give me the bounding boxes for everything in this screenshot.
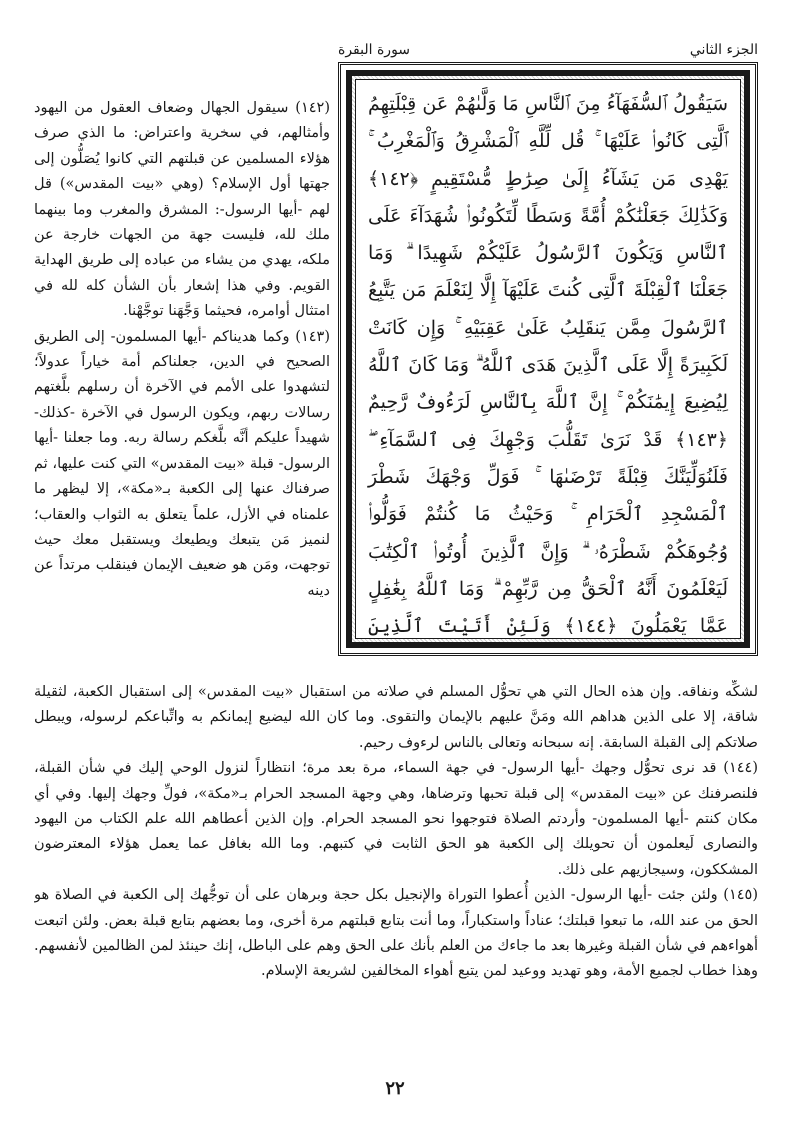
quran-text: سَيَقُولُ ٱلسُّفَهَآءُ مِنَ ٱلنَّاسِ مَا وَلَّىٰهُمْ عَن قِبْلَتِهِمُ ٱلَّتِى كَانُوا۟ عَلَيْهَا ۚ قُل لِّلَّهِ ٱلْمَشْرِقُ وَٱلْمَغْرِبُ ۚ يَهْدِى مَن يَشَآءُ إِلَىٰ صِرَٰطٍ مُّسْتَقِيمٍ ﴿١٤٢﴾ وَكَذَٰلِكَ جَعَلْنَٰكُمْ أُمَّةً وَسَطًا لِّتَكُونُوا۟ شُهَدَآءَ عَلَى ٱلنَّاسِ وَيَكُونَ ٱلرَّسُولُ عَلَيْكُمْ شَهِيدًا ۗ وَمَا جَعَلْنَا ٱلْقِبْلَةَ ٱلَّتِى كُنتَ عَلَيْهَآ إِلَّا لِنَعْلَمَ مَن يَتَّبِعُ ٱلرَّسُولَ مِمَّن يَنقَلِبُ عَلَىٰ عَقِبَيْهِ ۚ وَإِن كَانَتْ لَكَبِيرَةً إِلَّا عَلَى ٱلَّذِينَ هَدَى ٱللَّهُ ۗ وَمَا كَانَ ٱللَّهُ لِيُضِيعَ إِيمَٰنَكُمْ ۚ إِنَّ ٱللَّهَ بِٱلنَّاسِ لَرَءُوفٌ رَّحِيمٌ ﴿١٤٣﴾ قَدْ نَرَىٰ تَقَلُّبَ وَجْهِكَ فِى ٱلسَّمَآءِ ۖ فَلَنُوَلِّيَنَّكَ قِبْلَةً تَرْضَىٰهَا ۚ فَوَلِّ وَجْهَكَ شَطْرَ ٱلْمَسْجِدِ ٱلْحَرَامِ ۚ وَحَيْثُ مَا كُنتُمْ فَوَلُّوا۟ وُجُوهَكُمْ شَطْرَهُۥ ۗ وَإِنَّ ٱلَّذِينَ أُوتُوا۟ ٱلْكِتَٰبَ لَيَعْلَمُونَ أَنَّهُ ٱلْحَقُّ مِن رَّبِّهِمْ ۗ وَمَا ٱللَّهُ بِغَٰفِلٍ عَمَّا يَعْمَلُونَ ﴿١٤٤﴾ وَلَئِنْ أَتَيْتَ ٱلَّذِينَ: [355, 79, 741, 639]
tafsir-paragraph-143-continued: لشكِّه ونفاقه. وإن هذه الحال التي هي تحوُّل المسلم في صلاته من استقبال «بيت المقدس» إلى استقبال الكعبة، لثقيلة شاقة، إلا على الذين هداهم الله ومَنَّ عليهم بالإيمان والتقوى. وما كان الله ليضيع إيمانكم به واتِّباعكم لرسوله، ويبطل صلاتكم إلى القبلة السابقة. إنه سبحانه وتعالى بالناس لرءوف رحيم.: [34, 684, 758, 751]
page-number: ٢٢: [385, 1078, 405, 1099]
tafsir-full-width: [34, 680, 758, 1060]
page-header: [338, 38, 758, 62]
ornamental-border: [346, 70, 750, 648]
surah-label: سورة البقرة: [338, 42, 411, 58]
tafsir-paragraph-145: (١٤٥) ولئن جئت -أيها الرسول- الذين أُعطوا التوراة والإنجيل بكل حجة وبرهان على أن توجُّهك إلى الكعبة في الصلاة هو الحق من عند الله، ما تبعوا قبلتك؛ عناداً واستكباراً، وما أنت بتابع قبلتهم مرة أخرى، وما بعضهم بتابع قبلة بعض. ولئن اتبعت أهواءهم في شأن القبلة وغيرها بعد ما جاءك من العلم بأنك على الحق وهم على الباطل، إنك حينئذ لمن الظالمين لأنفسهم. وهذا خطاب لجميع الأمة، وهو تهديد ووعيد لمن يتبع أهواء المخالفين لشريعة الإسلام.: [34, 887, 758, 980]
tafsir-paragraph-143: (١٤٣) وكما هديناكم -أيها المسلمون- إلى الطريق الصحيح في الدين، جعلناكم أمة خياراً عدولاً؛ لتشهدوا على الأمم في الآخرة أن رسلهم بلَّغتهم رسالات ربهم، ويكون الرسول في الآخرة -كذلك- شهيداً عليكم أنَّه بلَّغكم رسالة ربه. وما جعلنا -أيها الرسول- قبلة «بيت المقدس» التي كنت عليها، ثم صرفناك عنها إلى الكعبة بـ«مكة»، إلا ليظهر ما علمناه في الأزل، علماً يتعلق به الثواب والعقاب؛ لنميز مَن يتبعك ويطيعك ويستقبل معك حيث توجهت، ومَن هو ضعيف الإيمان فينقلب مرتداً عن دينه: [34, 328, 330, 599]
tafsir-side-column: [34, 96, 330, 680]
juz-label: الجزء الثاني: [689, 42, 758, 58]
tafsir-paragraph-142: (١٤٢) سيقول الجهال وضعاف العقول من اليهود وأمثالهم، في سخرية واعتراض: ما الذي صرف هؤلاء المسلمين عن قبلتهم التي كانوا يُصَلُّون إلى جهتها أول الإسلام؟ (وهي «بيت المقدس») قل لهم -أيها الرسول-: المشرق والمغرب وما بينهما ملك لله، فليست جهة من الجهات خارجة عن ملكه، يهدي من يشاء من عباده إلى طريق الهداية القويم. وفي هذا إشعار بأن الشأن كله لله في امتثال أوامره، فحيثما وَجَّهَنا توجَّهْنا.: [34, 100, 330, 320]
tafsir-paragraph-144: (١٤٤) قد نرى تحوُّل وجهك -أيها الرسول- في جهة السماء، مرة بعد مرة؛ انتظاراً لنزول الوحي إليك في شأن القبلة، فلنصرفنك عن «بيت المقدس» إلى قبلة تحبها وترضاها، وهي وجهة المسجد الحرام بـ«مكة»، فولِّ وجهك إليها. وفي أي مكان كنتم -أيها المسلمون- وأردتم الصلاة فتوجهوا نحو المسجد الحرام. وإن الذين أعطاهم الله علم الكتاب من اليهود والنصارى لَيعلمون أن تحويلك إلى الكعبة هو الحق الثابت في كتبهم. وما الله بغافل عما يعمل هؤلاء المعترضون المشككون، وسيجازيهم على ذلك.: [34, 760, 758, 878]
quran-frame: [338, 62, 758, 656]
